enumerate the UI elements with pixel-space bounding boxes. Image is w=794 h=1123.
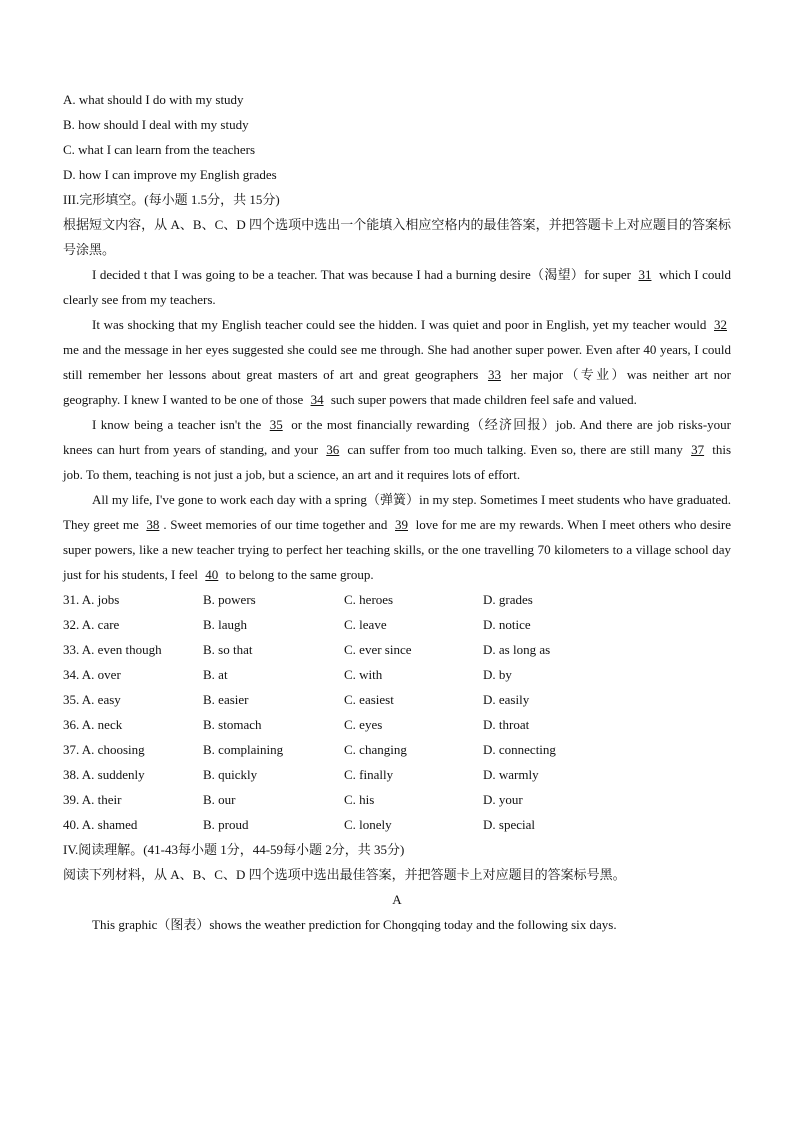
option-b: B. powers (203, 592, 256, 607)
blank-35: 35 (269, 417, 283, 432)
cloze-options-list (63, 587, 731, 837)
option-d: D. warmly (483, 767, 539, 782)
option-c: C. with (344, 667, 383, 682)
option-a: 33. A. even though (63, 642, 162, 657)
passage-paragraph-2 (63, 312, 731, 412)
option-row-36 (63, 712, 731, 737)
option-b: B. so that (203, 642, 253, 657)
p3-text-4: this job. To them, teaching is not just a job, but a science, an art and it requires lots of effort. (63, 442, 731, 482)
passage-paragraph-1 (63, 262, 731, 312)
option-a: 31. A. jobs (63, 592, 120, 607)
option-row-39 (63, 787, 731, 812)
p2-text-3: her major（专业）was neither art nor geography. I knew I wanted to be one of those (63, 367, 731, 407)
option-row-35 (63, 687, 731, 712)
option-d: D. grades (483, 592, 533, 607)
option-c: C. leave (344, 617, 387, 632)
blank-34: 34 (310, 392, 324, 407)
option-d: D. special (483, 817, 535, 832)
reading-intro: This graphic（图表）shows the weather prediction for Chongqing today and the following six days. (92, 917, 617, 932)
option-row-32 (63, 612, 731, 637)
p2-text-2: me and the message in her eyes suggested she could see me through. She had another super power. Even after 40 years, I could still remember her lessons about great masters of art and great geographers (63, 342, 731, 382)
blank-39: 39 (395, 517, 408, 532)
p4-text-3: love for me are my rewards. When I meet others who desire super powers, like a new teacher trying to perfect her teaching skills, or the one travelling 70 kilometers to a village school day just for his students, I feel (63, 517, 731, 582)
option-d: D. easily (483, 692, 530, 707)
blank-37: 37 (691, 442, 705, 457)
option-row-33 (63, 637, 731, 662)
blank-40: 40 (205, 567, 219, 582)
blank-31: 31 (638, 267, 652, 282)
p4-text-1: All my life, I've gone to work each day with a spring（弹簧）in my step. Sometimes I meet students who have graduated. They greet me (63, 492, 731, 532)
prev-option-c: C. what I can learn from the teachers (63, 142, 256, 157)
option-b: B. proud (203, 817, 249, 832)
p4-text-4: to belong to the same group. (222, 567, 374, 582)
p4-text-2: . Sweet memories of our time together and (163, 517, 391, 532)
option-c: C. eyes (344, 717, 383, 732)
p2-text-1: It was shocking that my English teacher could see the hidden. I was quiet and poor in English, yet my teacher would (92, 317, 710, 332)
option-b: B. quickly (203, 767, 258, 782)
option-b: B. stomach (203, 717, 262, 732)
option-d: D. as long as (483, 642, 551, 657)
blank-38: 38 (146, 517, 160, 532)
section-4-instruction: 阅读下列材料，从 A、B、C、D 四个选项中选出最佳答案，并把答题卡上对应题目的答案标号黑。 (63, 867, 626, 882)
option-b: B. easier (203, 692, 249, 707)
prev-option-d: D. how I can improve my English grades (63, 167, 277, 182)
option-c: C. his (344, 792, 375, 807)
option-a: 36. A. neck (63, 717, 123, 732)
option-a: 38. A. suddenly (63, 767, 145, 782)
option-row-38 (63, 762, 731, 787)
option-c: C. changing (344, 742, 407, 757)
passage-paragraph-3 (63, 412, 731, 487)
option-d: D. connecting (483, 742, 556, 757)
p1-text-2: which I could clearly see from my teachers. (63, 267, 731, 307)
blank-32: 32 (714, 317, 727, 332)
option-b: B. laugh (203, 617, 248, 632)
option-d: D. your (483, 792, 523, 807)
option-row-34 (63, 662, 731, 687)
p3-text-3: can suffer from too much talking. Even so, there are still many (343, 442, 688, 457)
option-a: 40. A. shamed (63, 817, 138, 832)
option-a: 37. A. choosing (63, 742, 145, 757)
prev-option-a: A. what should I do with my study (63, 92, 244, 107)
section-3-instruction: 根据短文内容，从 A、B、C、D 四个选项中选出一个能填入相应空格内的最佳答案，并把答题卡上对应题目的答案标号涂黑。 (63, 217, 731, 257)
option-b: B. at (203, 667, 228, 682)
option-c: C. ever since (344, 642, 412, 657)
section-4-heading: IV.阅读理解。(41-43每小题 1分，44-59每小题 2分，共 35分) (63, 842, 405, 857)
p1-text-1: I decided t that I was going to be a teacher. That was because I had a burning desire（渴望）for super (92, 267, 635, 282)
part-label: A (392, 892, 402, 907)
p3-text-2: or the most financially rewarding（经济回报）job. And there are job risks-your knees can hurt from years of standing, and your (63, 417, 731, 457)
blank-36: 36 (326, 442, 340, 457)
option-b: B. our (203, 792, 236, 807)
option-row-31 (63, 587, 731, 612)
option-row-37 (63, 737, 731, 762)
passage-paragraph-4 (63, 487, 731, 587)
prev-option-b: B. how should I deal with my study (63, 117, 249, 132)
option-a: 34. A. over (63, 667, 121, 682)
section-3-heading: III.完形填空。(每小题 1.5分，共 15分) (63, 192, 280, 207)
option-b: B. complaining (203, 742, 284, 757)
option-a: 35. A. easy (63, 692, 121, 707)
option-a: 32. A. care (63, 617, 120, 632)
option-c: C. heroes (344, 592, 394, 607)
previous-question-options (63, 87, 731, 187)
option-d: D. by (483, 667, 512, 682)
option-c: C. easiest (344, 692, 394, 707)
option-d: D. throat (483, 717, 530, 732)
p2-text-4: such super powers that made children feel safe and valued. (327, 392, 637, 407)
option-a: 39. A. their (63, 792, 122, 807)
blank-33: 33 (487, 367, 501, 382)
option-c: C. lonely (344, 817, 392, 832)
p3-text-1: I know being a teacher isn't the (92, 417, 266, 432)
option-d: D. notice (483, 617, 531, 632)
exam-page (63, 87, 731, 937)
option-c: C. finally (344, 767, 394, 782)
option-row-40 (63, 812, 731, 837)
